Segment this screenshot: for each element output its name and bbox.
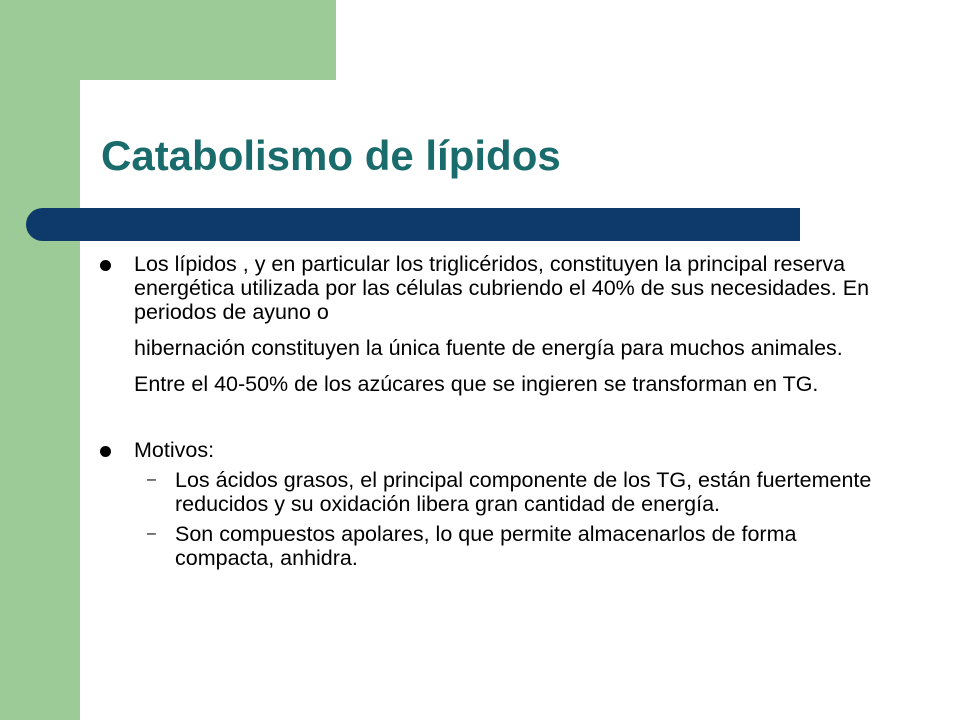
bullet-item-motivos	[100, 438, 880, 570]
rounded-corner	[80, 80, 140, 140]
green-top-band	[80, 0, 336, 80]
green-side-band	[0, 0, 80, 720]
bullet-paragraph: Entre el 40-50% de los azúcares que se ingieren se transforman en TG.	[134, 372, 819, 396]
sub-bullet-list	[134, 468, 880, 570]
slide-body	[100, 252, 880, 570]
dash-bullet-icon: –	[147, 525, 156, 542]
sub-bullet-item	[100, 468, 880, 516]
slide-title: Catabolismo de lípidos	[101, 132, 561, 179]
bullet-item-lipids	[100, 252, 880, 396]
bullet-paragraph: Los lípidos , y en particular los triglicéridos, constituyen la principal reserva energética utilizada por las células cubriendo el 40% de sus necesidades. En periodos de ayuno o	[134, 252, 870, 324]
spacer	[100, 396, 880, 438]
sub-bullet-text: Son compuestos apolares, lo que permite almacenarlos de forma compacta, anhidra.	[175, 522, 797, 570]
sub-bullet-item	[100, 522, 880, 570]
title-underline-bar	[26, 208, 800, 241]
bullet-label: Motivos:	[134, 438, 215, 462]
sub-bullet-text: Los ácidos grasos, el principal componente de los TG, están fuertemente reducidos y su oxidación libera gran cantidad de energía.	[175, 468, 872, 516]
bullet-paragraph: hibernación constituyen la única fuente de energía para muchos animales.	[134, 336, 843, 360]
bullet-dot-icon	[100, 446, 111, 457]
dash-bullet-icon: –	[147, 471, 156, 488]
bullet-dot-icon	[100, 260, 111, 271]
